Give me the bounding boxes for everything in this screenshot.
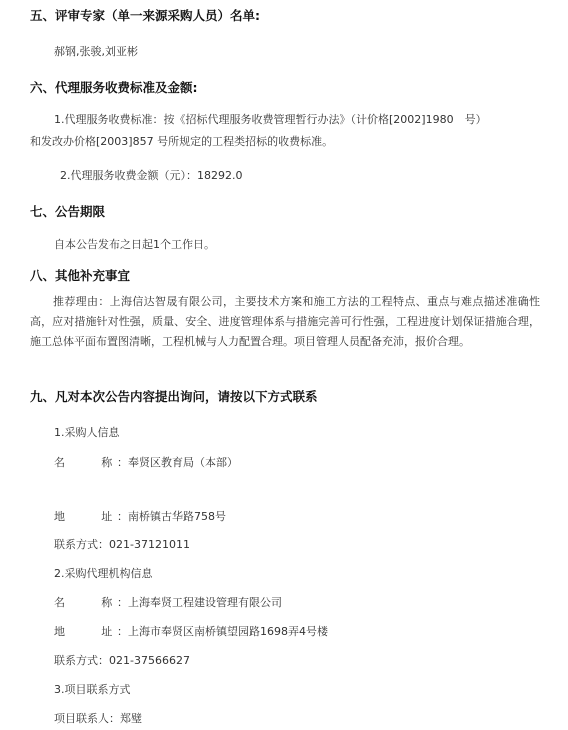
fee-amount: 2.代理服务收费金额（元）：18292.0 bbox=[60, 169, 243, 182]
agency-address-value: 上海市奉贤区南桥镇望园路1698弄4号楼 bbox=[128, 625, 328, 638]
fee-standard-line-1: 1.代理服务收费标准：按《招标代理服务收费管理暂行办法》（计价格[2002]1980 号） bbox=[54, 113, 487, 126]
purchaser-address-key: 地 址： bbox=[54, 510, 128, 523]
section-8-heading: 八、其他补充事宜 bbox=[30, 268, 131, 283]
agency-info-title: 2.采购代理机构信息 bbox=[54, 567, 153, 580]
purchaser-name-value: 奉贤区教育局（本部） bbox=[128, 456, 238, 469]
section-6-heading: 六、代理服务收费标准及金额: bbox=[30, 80, 198, 95]
project-contact-person: 项目联系人：郑璧 bbox=[54, 712, 142, 725]
fee-standard-line-2: 和发改办价格[2003]857 号所规定的工程类招标的收费标准。 bbox=[30, 135, 334, 148]
agency-name-row bbox=[54, 594, 282, 610]
agency-phone: 联系方式：021-37566627 bbox=[54, 654, 190, 667]
experts-list: 郝钢,张骏,刘亚彬 bbox=[54, 45, 138, 58]
section-9-heading: 九、凡对本次公告内容提出询问，请按以下方式联系 bbox=[30, 389, 318, 404]
section-5-heading: 五、评审专家（单一来源采购人员）名单: bbox=[30, 8, 260, 23]
project-contact-title: 3.项目联系方式 bbox=[54, 683, 131, 696]
purchaser-info-title: 1.采购人信息 bbox=[54, 426, 120, 439]
agency-name-key: 名 称： bbox=[54, 596, 128, 609]
section-7-heading: 七、公告期限 bbox=[30, 204, 106, 219]
agency-address-key: 地 址： bbox=[54, 625, 128, 638]
notice-period-text: 自本公告发布之日起1个工作日。 bbox=[54, 238, 215, 251]
purchaser-name-row bbox=[54, 454, 238, 470]
agency-address-row bbox=[54, 623, 328, 639]
purchaser-name-key: 名 称： bbox=[54, 456, 128, 469]
recommendation-paragraph: 推荐理由：上海信达智晟有限公司，主要技术方案和施工方法的工程特点、重点与难点描述准确性高，应对措施针对性强，质量、安全、进度管理体系与措施完善可行性强，工程进度计划保证措施合理，施工总体平面布置图清晰，工程机械与人力配置合理。项目管理人员配备充沛，报价合理。 bbox=[30, 295, 540, 348]
agency-name-value: 上海奉贤工程建设管理有限公司 bbox=[128, 596, 282, 609]
purchaser-address-value: 南桥镇古华路758号 bbox=[128, 510, 226, 523]
purchaser-address-row bbox=[54, 508, 226, 524]
purchaser-phone: 联系方式：021-37121011 bbox=[54, 538, 190, 551]
